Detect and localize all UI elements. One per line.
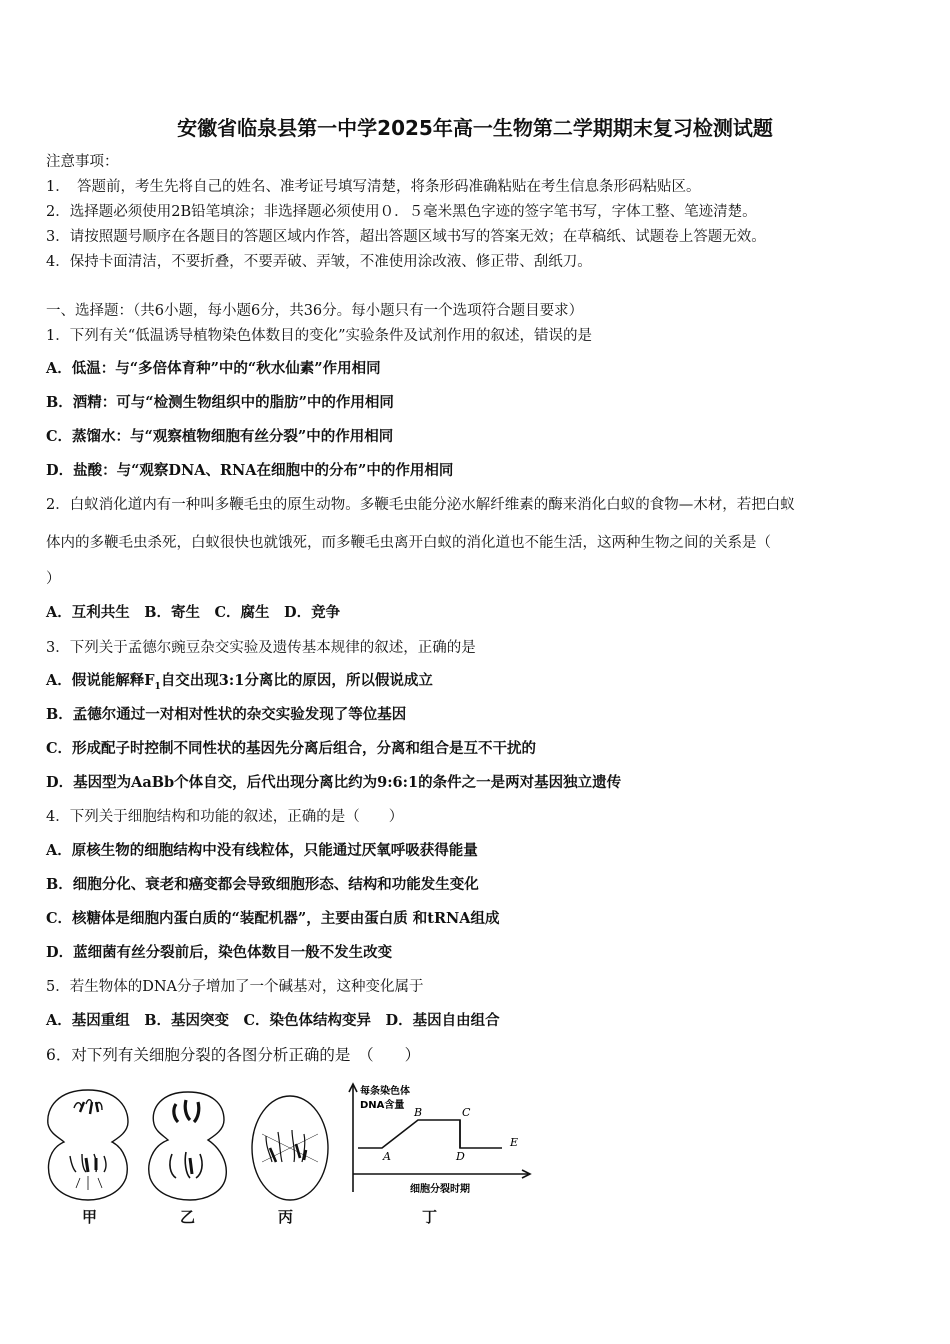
figure-label-bing: 丙 — [278, 1208, 294, 1226]
cell-division-figures — [40, 1078, 600, 1228]
graph-xlabel: 细胞分裂时期 — [410, 1184, 470, 1195]
graph-ylabel-line1: 每条染色体 — [360, 1086, 410, 1097]
q1-option-b: B．酒精：可与“检测生物组织中的脂肪”中的作用相同 — [46, 394, 394, 411]
q3-stem: 3．下列关于孟德尔豌豆杂交实验及遗传基本规律的叙述，正确的是 — [46, 640, 476, 656]
q4-option-c: C．核糖体是细胞内蛋白质的“装配机器”，主要由蛋白质 和tRNA组成 — [46, 910, 500, 927]
q2-stem-line1: 2．白蚁消化道内有一种叫多鞭毛虫的原生动物。多鞭毛虫能分泌水解纤维素的酶来消化白蚁的食物—木材，若把白蚁 — [46, 497, 795, 513]
cell-bing-diagram — [252, 1096, 328, 1200]
notice-item-2: 2．选择题必须使用2B铅笔填涂；非选择题必须使用０．５毫米黑色字迹的签字笔书写，字体工整、笔迹清楚。 — [46, 204, 757, 220]
cell-yi-diagram — [149, 1092, 227, 1200]
q6-figures — [40, 1078, 600, 1228]
q2-stem-line3: ） — [46, 571, 61, 587]
q3-option-a-sub: 1 — [154, 681, 161, 692]
q2-options: A．互利共生 B．寄生 C．腐生 D．竞争 — [46, 604, 341, 621]
figure-label-jia: 甲 — [82, 1208, 98, 1226]
notice-item-3: 3．请按照题号顺序在各题目的答题区域内作答，超出答题区域书写的答案无效；在草稿纸、试题卷上答题无效。 — [46, 229, 766, 245]
q3-option-c: C．形成配子时控制不同性状的基因先分离后组合，分离和组合是互不干扰的 — [46, 740, 537, 757]
graph-point-d: D — [456, 1150, 465, 1163]
q4-option-b: B．细胞分化、衰老和癌变都会导致细胞形态、结构和功能发生变化 — [46, 876, 479, 893]
q3-option-a-post: 自交出现3:1分离比的原因，所以假说成立 — [160, 672, 433, 689]
notice-item-4: 4．保持卡面清洁，不要折叠，不要弄破、弄皱，不准使用涂改液、修正带、刮纸刀。 — [46, 254, 592, 270]
page-title: 安徽省临泉县第一中学2025年高一生物第二学期期末复习检测试题 — [177, 116, 773, 140]
q3-option-b: B．孟德尔通过一对相对性状的杂交实验发现了等位基因 — [46, 706, 407, 723]
q5-options: A．基因重组 B．基因突变 C．染色体结构变异 D．基因自由组合 — [46, 1012, 500, 1029]
graph-dna-curve — [358, 1120, 502, 1148]
graph-ylabel-line2: DNA含量 — [360, 1100, 405, 1111]
q3-option-a-pre: A．假说能解释F — [46, 672, 155, 689]
notice-heading: 注意事项： — [46, 154, 119, 170]
q1-option-d: D．盐酸：与“观察DNA、RNA在细胞中的分布”中的作用相同 — [46, 462, 454, 479]
q1-option-c: C．蒸馏水：与“观察植物细胞有丝分裂”中的作用相同 — [46, 428, 394, 445]
section-heading: 一、选择题：（共6小题，每小题6分，共36分。每小题只有一个选项符合题目要求） — [46, 303, 584, 319]
q3-option-a — [46, 671, 433, 697]
q4-stem: 4．下列关于细胞结构和功能的叙述，正确的是（ ） — [46, 809, 404, 825]
graph-point-e: E — [510, 1136, 519, 1149]
q4-option-a: A．原核生物的细胞结构中没有线粒体，只能通过厌氧呼吸获得能量 — [46, 842, 478, 859]
graph-point-a: A — [383, 1150, 391, 1163]
graph-point-b: B — [414, 1106, 423, 1119]
graph-point-c: C — [462, 1106, 471, 1119]
cell-jia-diagram — [48, 1090, 128, 1200]
notice-item-1: 1． 答题前，考生先将自己的姓名、准考证号填写清楚，将条形码准确粘贴在考生信息条形码粘贴区。 — [46, 179, 701, 195]
figure-label-ding: 丁 — [422, 1208, 438, 1226]
q2-stem-line2: 体内的多鞭毛虫杀死，白蚁很快也就饿死，而多鞭毛虫离开白蚁的消化道也不能生活，这两种生物之间的关系是（ — [46, 535, 771, 551]
q3-option-d: D．基因型为AaBb个体自交，后代出现分离比约为9:6:1的条件之一是两对基因独立遗传 — [46, 774, 622, 791]
q1-stem: 1．下列有关“低温诱导植物染色体数目的变化”实验条件及试剂作用的叙述，错误的是 — [46, 328, 593, 344]
q6-stem: 6．对下列有关细胞分裂的各图分析正确的是 （ ） — [46, 1046, 421, 1064]
q4-option-d: D．蓝细菌有丝分裂前后，染色体数目一般不发生改变 — [46, 944, 393, 961]
figure-label-yi: 乙 — [180, 1208, 196, 1226]
q1-option-a: A．低温：与“多倍体育种”中的“秋水仙素”作用相同 — [46, 360, 381, 377]
q5-stem: 5．若生物体的DNA分子增加了一个碱基对，这种变化属于 — [46, 979, 424, 995]
